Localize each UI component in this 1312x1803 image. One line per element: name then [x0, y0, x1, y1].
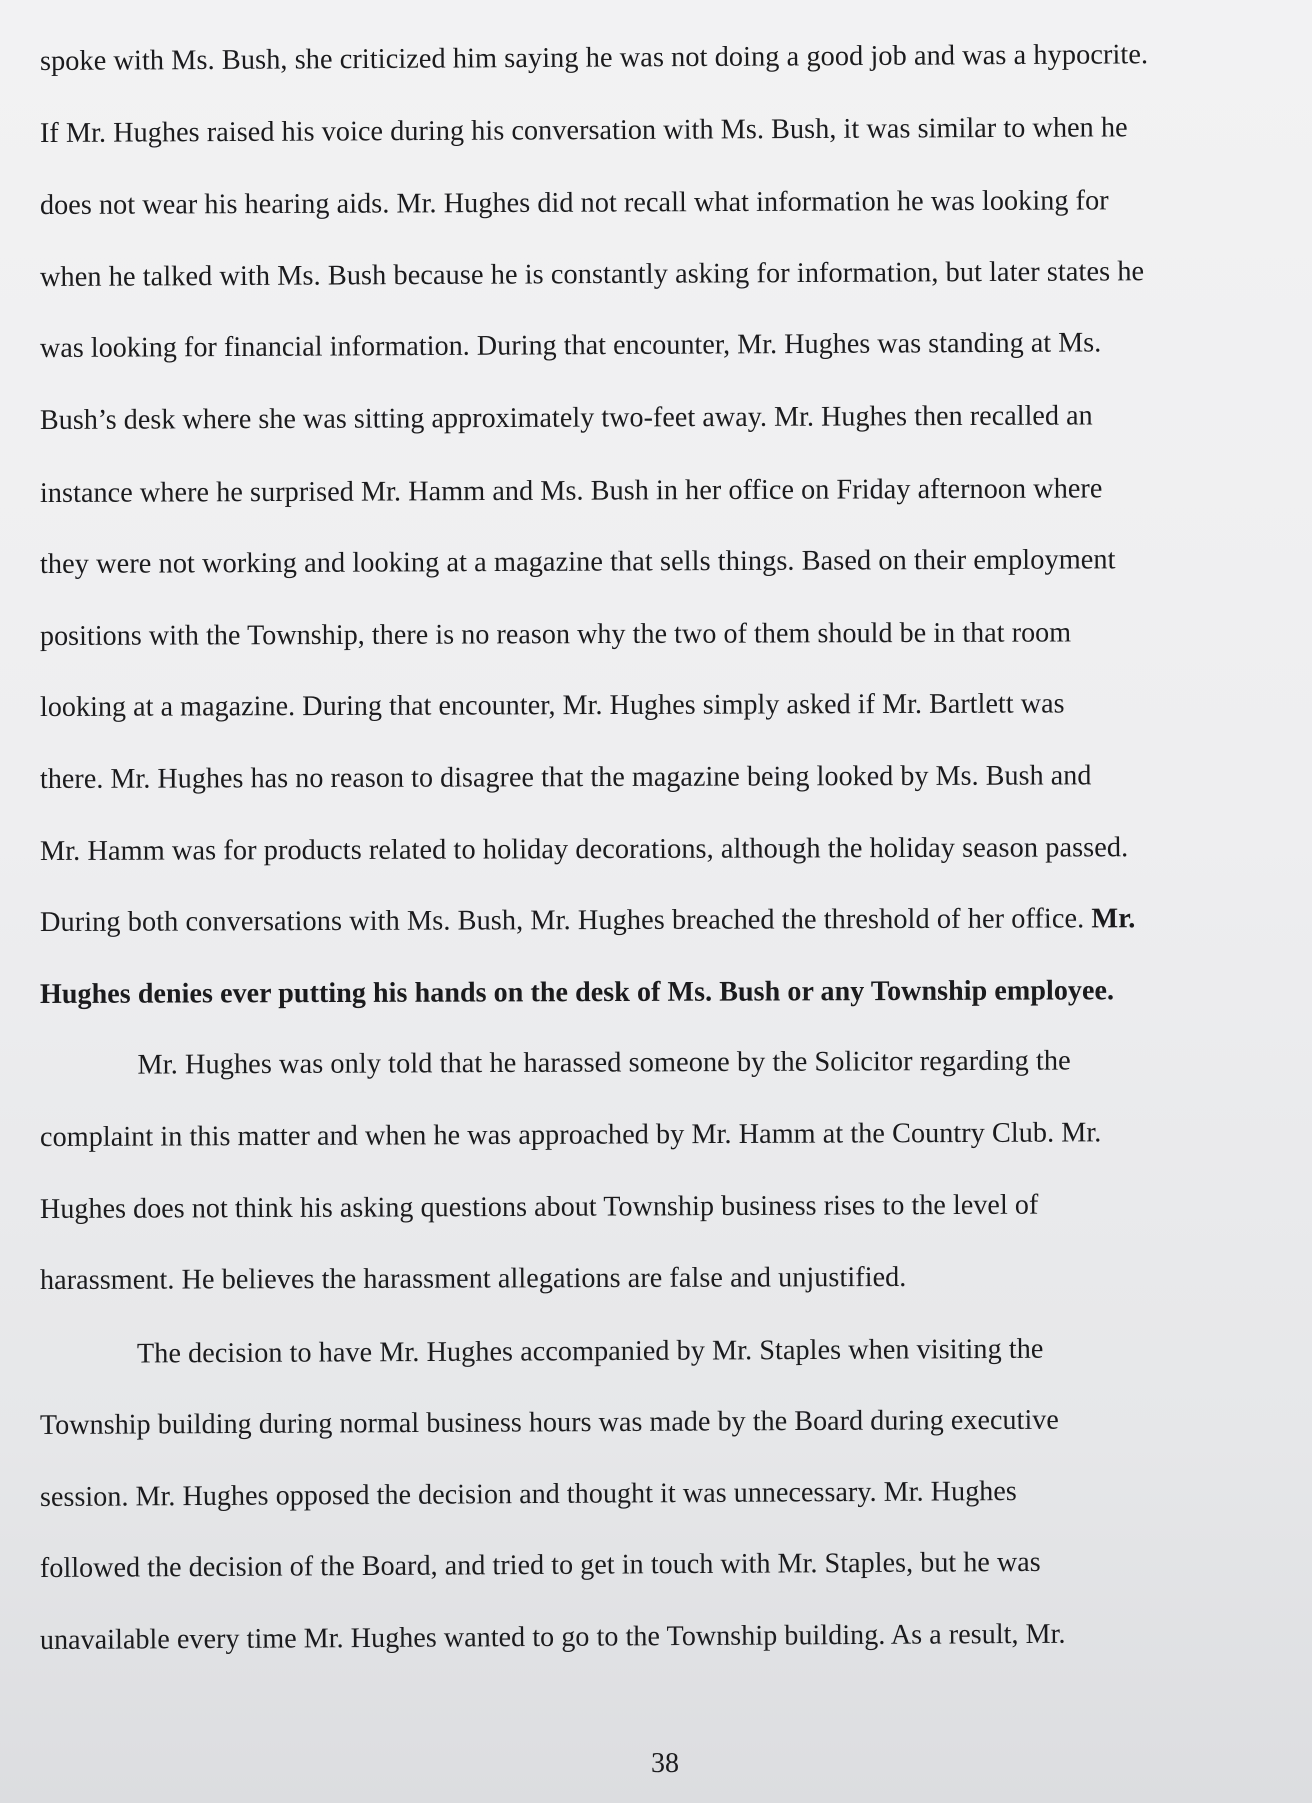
text-line: looking at a magazine. During that encounter, Mr. Hughes simply asked if Mr. Bartlett was [39, 688, 1065, 724]
text-line: Township building during normal business hours was made by the Board during executive [39, 1404, 1059, 1442]
bold-emphasis: Mr. [1091, 903, 1136, 935]
paragraph-first-line: The decision to have Mr. Hughes accompanied by Mr. Staples when visiting the [136, 1333, 1044, 1370]
text-line: when he talked with Ms. Bush because he is constantly asking for information, but later states he [39, 255, 1145, 293]
text-line: If Mr. Hughes raised his voice during his conversation with Ms. Bush, it was similar to when he [39, 111, 1128, 149]
text-line: there. Mr. Hughes has no reason to disagree that the magazine being looked by Ms. Bush and [39, 760, 1092, 795]
text-line: followed the decision of the Board, and tried to get in touch with Mr. Staples, but he was [39, 1547, 1041, 1585]
text-line: session. Mr. Hughes opposed the decision and thought it was unnecessary. Mr. Hughes [39, 1475, 1017, 1513]
text-line: During both conversations with Ms. Bush, Mr. Hughes breached the threshold of her office. Mr. [39, 903, 1136, 939]
text-line: Mr. Hamm was for products related to holiday decorations, although the holiday season passed. [39, 831, 1129, 867]
text-line: was looking for financial information. During that encounter, Mr. Hughes was standing at Ms. [39, 327, 1102, 365]
text-line [40, 964, 1254, 1040]
bold-emphasis: Hughes denies ever putting his hands on the desk of Ms. Bush or any Township employee. [39, 974, 1115, 1010]
text-line: Hughes does not think his asking questions about Township business rises to the level of [39, 1189, 1039, 1225]
text-line: unavailable every time Mr. Hughes wanted to go to the Township building. As a result, Mr. [39, 1618, 1066, 1657]
text-line: spoke with Ms. Bush, she criticized him saying he was not doing a good job and was a hypocrite. [39, 39, 1149, 77]
text-line: complaint in this matter and when he was approached by Mr. Hamm at the Country Club. Mr. [39, 1117, 1102, 1153]
paragraph-first-line: Mr. Hughes was only told that he harassed someone by the Solicitor regarding the [137, 1045, 1071, 1081]
text-line: instance where he surprised Mr. Hamm and Ms. Bush in her office on Friday afternoon where [39, 472, 1103, 509]
text-line: does not wear his hearing aids. Mr. Hughes did not recall what information he was looking for [39, 185, 1109, 222]
text-line: harassment. He believes the harassment allegations are false and unjustified. [39, 1262, 907, 1297]
text-line: they were not working and looking at a magazine that sells things. Based on their employment [39, 544, 1116, 581]
body-text [40, 38, 1272, 1685]
page-number: 38 [651, 1748, 679, 1779]
text-line: Bush’s desk where she was sitting approximately two-feet away. Mr. Hughes then recalled an [39, 400, 1093, 436]
text-line: positions with the Township, there is no reason why the two of them should be in that room [39, 617, 1072, 652]
